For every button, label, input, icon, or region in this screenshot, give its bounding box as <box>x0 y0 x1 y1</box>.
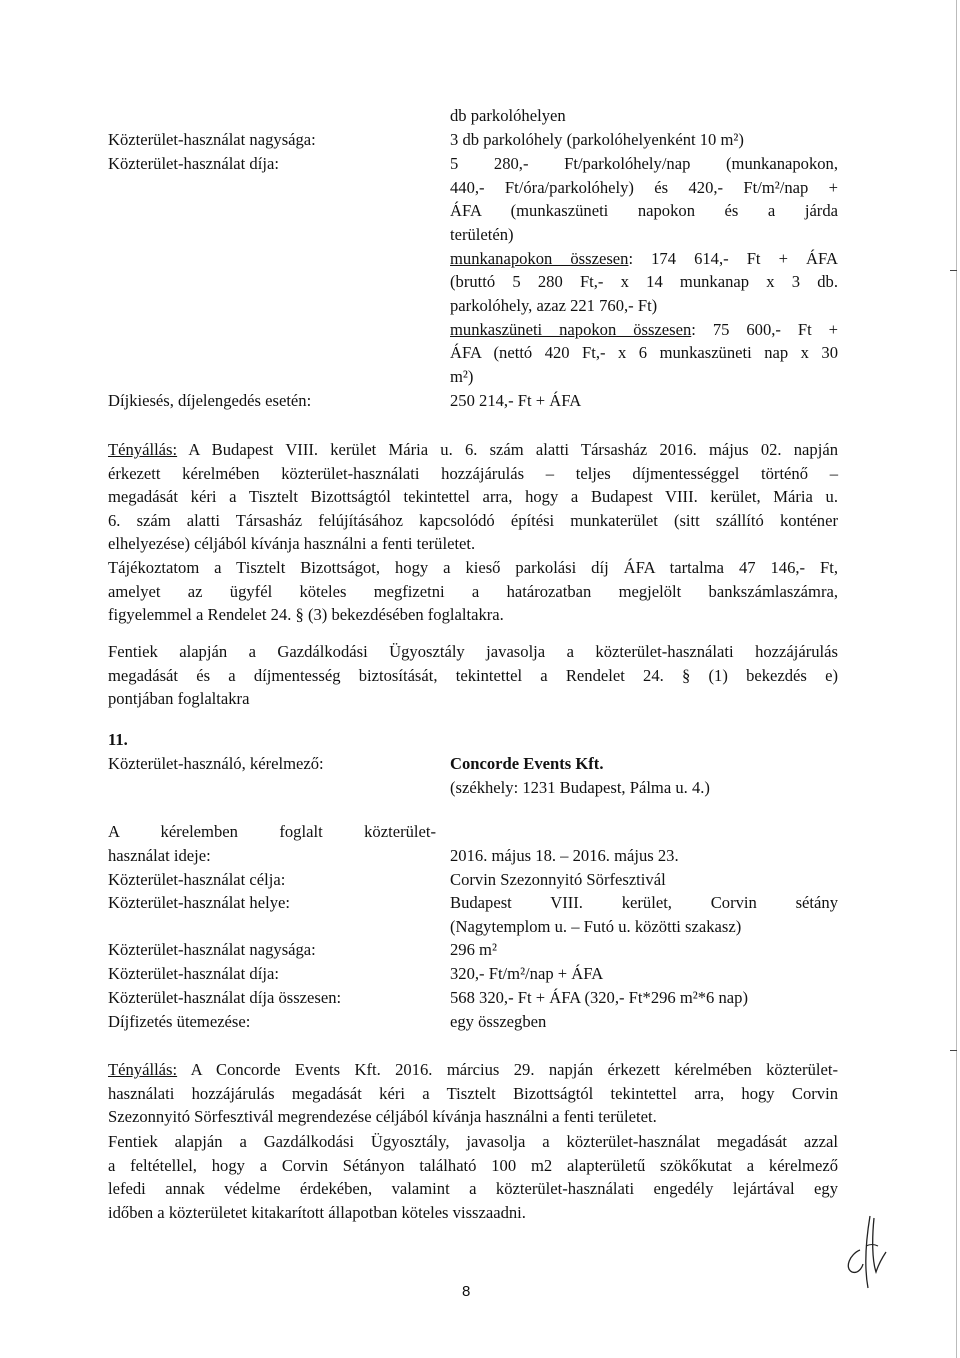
recommendation-paragraph-1 <box>108 640 838 711</box>
schedule-label: Díjfizetés ütemezése: <box>108 1012 251 1031</box>
info-paragraph <box>108 556 838 627</box>
area-size-label: Közterület-használat nagysága: <box>108 940 316 959</box>
place-row-2 <box>108 915 838 939</box>
period-value: 2016. május 18. – 2016. május 23. <box>450 846 679 865</box>
area-size-value: 296 m² <box>450 940 497 959</box>
purpose-row <box>108 868 838 892</box>
edge-line <box>956 0 957 1358</box>
applicant-name: Concorde Events Kft. <box>450 754 604 773</box>
fee-line-row <box>108 365 838 389</box>
fee-line: területén) <box>450 225 514 244</box>
fee-line: parkolóhely, azaz 221 760,- Ft) <box>450 296 658 315</box>
paragraph-line: lefedi annak védelme érdekében, valamint a közterület-használati engedély lejártával egy <box>108 1179 838 1199</box>
paragraph-line: Fentiek alapján a Gazdálkodási Ügyosztály javasolja a közterület-használati hozzájárulás <box>108 642 838 661</box>
purpose-value: Corvin Szezonnyitó Sörfesztivál <box>450 870 666 889</box>
applicant-row <box>108 752 838 776</box>
tenyallas-label: Tényállás: <box>108 1060 178 1079</box>
paragraph-line: Szezonnyitó Sörfesztivál megrendezése céljából kívánja használni a fenti területet. <box>108 1107 657 1127</box>
period-label-line-1: A kérelemben foglalt közterület- <box>108 822 436 841</box>
underlined-term: munkanapokon összesen <box>450 249 629 268</box>
paragraph-line-text: A Concorde Events Kft. 2016. március 29. napján érkezett kérelmében közterület- <box>177 1060 838 1079</box>
parking-unit-value: db parkolóhelyen <box>450 106 566 125</box>
section-number: 11. <box>108 730 128 749</box>
fee-line: ÁFA (nettó 420 Ft,- x 6 munkaszüneti nap x 30 <box>450 343 838 362</box>
paragraph-line: időben a közterületet kitakarított állapotban köteles visszaadni. <box>108 1202 526 1222</box>
paragraph-line: érkezett kérelmében közterület-használati hozzájárulás – teljes díjmentességgel történő – <box>108 463 838 483</box>
unit-fee-row <box>108 962 838 986</box>
schedule-value: egy összegben <box>450 1012 547 1031</box>
size-value: 3 db parkolóhely (parkolóhelyenként 10 m²) <box>450 130 744 149</box>
place-value-line-1: Budapest VIII. kerület, Corvin sétány <box>450 893 838 912</box>
fee-line: 440,- Ft/óra/parkolóhely) és 420,- Ft/m²/nap + <box>450 178 838 197</box>
purpose-label: Közterület-használat célja: <box>108 870 286 889</box>
fee-line-row <box>108 294 838 318</box>
total-fee-value: 568 320,- Ft + ÁFA (320,- Ft*296 m²*6 nap) <box>450 988 748 1007</box>
schedule-row <box>108 1010 838 1034</box>
fee-line-row <box>108 318 838 342</box>
fee-line-row <box>108 199 838 223</box>
size-label: Közterület-használat nagysága: <box>108 130 316 149</box>
fee-line-workdays: munkanapokon összesen: 174 614,- Ft + ÁFA <box>450 249 838 268</box>
total-fee-row <box>108 986 838 1010</box>
paragraph-line: használati hozzájárulás megadását kéri a Tisztelt Bizottságtól tekintettel arra, hogy Corvin <box>108 1083 838 1103</box>
fee-value: 5 280,- Ft/parkolóhely/nap (munkanapokon, <box>450 154 838 173</box>
edge-tick <box>950 270 957 271</box>
tenyallas-label: Tényállás: <box>108 440 178 459</box>
unit-fee-value: 320,- Ft/m²/nap + ÁFA <box>450 964 604 983</box>
edge-tick <box>950 1050 957 1051</box>
paragraph-line: pontjában foglaltakra <box>108 689 250 709</box>
place-label: Közterület-használat helye: <box>108 893 290 912</box>
fee-row <box>108 152 838 176</box>
paragraph-line: elhelyezése) céljából kívánja használni a fenti területet. <box>108 534 476 554</box>
fee-line: (bruttó 5 280 Ft,- x 14 munkanap x 3 db. <box>450 272 838 291</box>
fee-line-row <box>108 247 838 271</box>
exemption-value: 250 214,- Ft + ÁFA <box>450 391 582 410</box>
place-value-line-2: (Nagytemplom u. – Futó u. közötti szakasz) <box>450 917 742 936</box>
fee-line-row <box>108 270 838 294</box>
area-size-row <box>108 938 838 962</box>
period-label-row <box>108 820 838 844</box>
fee-line-row <box>108 341 838 365</box>
page-number: 8 <box>462 1283 471 1300</box>
signature-drawing <box>830 1210 910 1300</box>
paragraph-line: 6. szám alatti Társasház felújításához kapcsolódó építési munkaterület (sitt szállító konténer <box>108 510 838 530</box>
paragraph-line: figyelemmel a Rendelet 24. § (3) bekezdésében foglaltakra. <box>108 605 504 625</box>
applicant-seat-row <box>108 776 838 800</box>
section-number-row <box>108 728 838 752</box>
fee-line: ÁFA (munkaszüneti napokon és a járda <box>450 201 838 220</box>
applicant-seat: (székhely: 1231 Budapest, Pálma u. 4.) <box>450 778 710 797</box>
paragraph-line <box>108 438 838 462</box>
paragraph-line-text: A Budapest VIII. kerület Mária u. 6. szám alatti Társasház 2016. május 02. napján <box>177 440 838 459</box>
underlined-term: munkaszüneti napokon összesen <box>450 320 692 339</box>
paragraph-line: megadását és a díjmentesség biztosítását, tekintettel a Rendelet 24. § (1) bekezdés e) <box>108 665 838 685</box>
fee-label: Közterület-használat díja: <box>108 154 279 173</box>
fee-line-row <box>108 223 838 247</box>
period-label-line-2: használat ideje: <box>108 846 211 865</box>
paragraph-line: Tájékoztatom a Tisztelt Bizottságot, hogy a kieső parkolási díj ÁFA tartalma 47 146,- Ft, <box>108 558 838 577</box>
applicant-label: Közterület-használó, kérelmező: <box>108 754 324 773</box>
fee-line-row <box>108 176 838 200</box>
tenyallas-paragraph-2 <box>108 1058 838 1129</box>
signature-initials <box>830 1210 910 1300</box>
paragraph-line: megadását kéri a Tisztelt Bizottságtól tekintettel arra, hogy a Budapest VIII. kerület, Mária u. <box>108 487 838 507</box>
exemption-label: Díjkiesés, díjelengedés esetén: <box>108 391 312 410</box>
paragraph-line: amelyet az ügyfél köteles megfizetni a határozatban megjelölt bankszámlaszámra, <box>108 581 838 601</box>
paragraph-line <box>108 1058 838 1082</box>
unit-fee-label: Közterület-használat díja: <box>108 964 279 983</box>
total-fee-label: Közterület-használat díja összesen: <box>108 988 342 1007</box>
fee-line: m²) <box>450 367 474 386</box>
place-row <box>108 891 838 915</box>
exemption-row <box>108 389 838 413</box>
first-value-row <box>108 104 838 128</box>
recommendation-paragraph-2 <box>108 1130 838 1224</box>
page-edge-marks <box>948 0 960 1358</box>
tenyallas-paragraph-1 <box>108 438 838 556</box>
size-row <box>108 128 838 152</box>
paragraph-line: Fentiek alapján a Gazdálkodási Ügyosztály, javasolja a közterület-használat megadását azzal <box>108 1132 838 1151</box>
paragraph-line: a feltétellel, hogy a Corvin Sétányon található 100 m2 alapterületű szökőkutat a kérelmező <box>108 1155 838 1175</box>
period-row <box>108 844 838 868</box>
fee-line-holidays: munkaszüneti napokon összesen: 75 600,- Ft + <box>450 320 839 339</box>
